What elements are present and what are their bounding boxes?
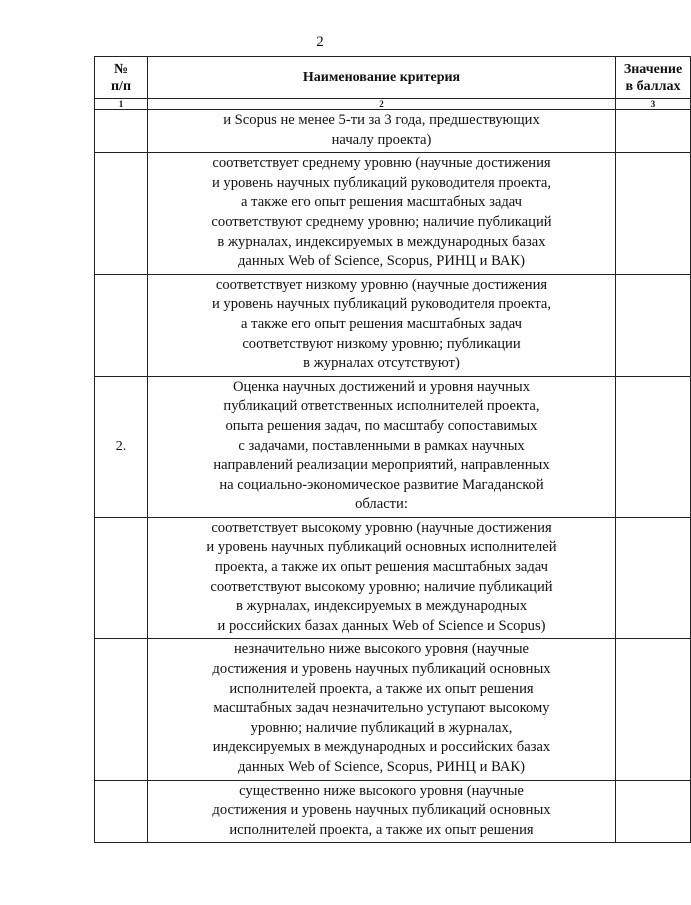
criterion-text-cell: [148, 780, 616, 843]
criterion-text-line: соответствует низкому уровню (научные достижения: [215, 276, 548, 293]
criterion-text-line: соответствуют высокому уровню; наличие публикаций: [210, 578, 553, 595]
table-row: [95, 376, 691, 517]
score-value-cell: [616, 639, 691, 780]
score-value-cell: [616, 376, 691, 517]
criterion-text-cell: [148, 153, 616, 275]
criterion-text-cell: [148, 376, 616, 517]
row-number-cell: 2.: [95, 376, 148, 517]
criterion-text-cell: [148, 517, 616, 639]
criterion-text-line: опыта решения задач, по масштабу сопоставимых: [225, 417, 538, 434]
header-value-line: Значение: [623, 61, 683, 77]
criterion-text-line: достижения и уровень научных публикаций основных: [212, 802, 551, 819]
criterion-text-line: уровню; наличие публикаций в журналах,: [250, 719, 513, 736]
score-value-cell: [616, 517, 691, 639]
criteria-table: [94, 56, 691, 843]
criterion-text-line: с задачами, поставленными в рамках научных: [238, 437, 525, 454]
criterion-text-line: на социально-экономическое развитие Магаданской: [219, 476, 544, 493]
table-row: [95, 274, 691, 376]
criterion-text-line: индексируемых в международных и российских базах: [212, 739, 551, 756]
criterion-text-line: соответствуют низкому уровню; публикации: [242, 335, 521, 352]
score-value-cell: [616, 110, 691, 153]
row-number-cell: [95, 153, 148, 275]
criterion-text-line: данных Web of Science, Scopus, РИНЦ и ВАК): [237, 253, 526, 270]
criterion-text-line: достижения и уровень научных публикаций основных: [212, 661, 551, 678]
criterion-text-line: в журналах отсутствуют): [303, 355, 460, 372]
table-row: [95, 517, 691, 639]
criterion-text-cell: [148, 639, 616, 780]
table-row: [95, 153, 691, 275]
score-value-cell: [616, 274, 691, 376]
header-criterion-name: Наименование критерия: [148, 57, 616, 99]
criterion-text-line: исполнителей проекта, а также их опыт решения: [229, 680, 534, 697]
criterion-text-line: незначительно ниже высокого уровня (научные: [233, 641, 530, 658]
criterion-text-line: направлений реализации мероприятий, направленных: [213, 457, 550, 474]
criterion-text-line: данных Web of Science, Scopus, РИНЦ и ВАК): [237, 759, 526, 775]
column-number-row: [95, 99, 691, 110]
criterion-text-line: существенно ниже высокого уровня (научные: [239, 782, 524, 799]
header-number-line: п/п: [110, 78, 132, 94]
criterion-text-line: в журналах, индексируемых в международных базах: [217, 233, 546, 250]
table-header-row: [95, 57, 691, 99]
row-number-cell: [95, 780, 148, 843]
table-row: [95, 780, 691, 843]
criterion-text-line: и уровень научных публикаций руководителя проекта,: [211, 296, 552, 313]
page-number: 2: [316, 34, 324, 50]
criterion-text-line: масштабных задач незначительно уступают высокому: [213, 700, 550, 717]
table-row: [95, 110, 691, 153]
header-number-line: №: [113, 61, 129, 77]
criterion-text-line: публикаций ответственных исполнителей проекта,: [223, 398, 540, 415]
criterion-text-line: соответствуют среднему уровню; наличие публикаций: [211, 213, 552, 230]
header-number: [95, 57, 148, 99]
criterion-text-line: Оценка научных достижений и уровня научных: [232, 378, 531, 395]
score-value-cell: [616, 780, 691, 843]
table-row: [95, 639, 691, 780]
column-number: 2: [148, 99, 616, 110]
header-value: [616, 57, 691, 99]
criterion-text-line: области:: [355, 496, 408, 513]
criterion-text-cell: [148, 274, 616, 376]
criterion-text-line: и российских базах данных Web of Science и Scopus): [217, 617, 546, 634]
column-number: 3: [616, 99, 691, 110]
criterion-text-line: а также его опыт решения масштабных задач: [241, 315, 522, 332]
criterion-text-line: началу проекта): [331, 131, 432, 148]
criterion-text-line: исполнителей проекта, а также их опыт решения: [229, 821, 534, 838]
table-body: [95, 110, 691, 843]
row-number-cell: [95, 110, 148, 153]
row-number-cell: [95, 517, 148, 639]
criterion-text-line: соответствует высокому уровню (научные достижения: [211, 519, 552, 536]
row-number-cell: [95, 274, 148, 376]
criterion-text-line: и Scopus не менее 5-ти за 3 года, предшествующих: [223, 112, 540, 128]
criterion-text-line: и уровень научных публикаций руководителя проекта,: [211, 174, 552, 191]
row-number-cell: [95, 639, 148, 780]
criterion-text-line: в журналах, индексируемых в международных: [235, 598, 528, 615]
criterion-text-line: и уровень научных публикаций основных исполнителей: [206, 539, 557, 556]
criterion-text-cell: [148, 110, 616, 153]
header-value-line: в баллах: [625, 78, 681, 94]
criterion-text-line: проекта, а также их опыт решения масштабных задач: [215, 559, 548, 576]
criterion-text-line: а также его опыт решения масштабных задач: [241, 194, 522, 211]
column-number: 1: [95, 99, 148, 110]
criterion-text-line: соответствует среднему уровню (научные достижения: [212, 155, 551, 172]
score-value-cell: [616, 153, 691, 275]
